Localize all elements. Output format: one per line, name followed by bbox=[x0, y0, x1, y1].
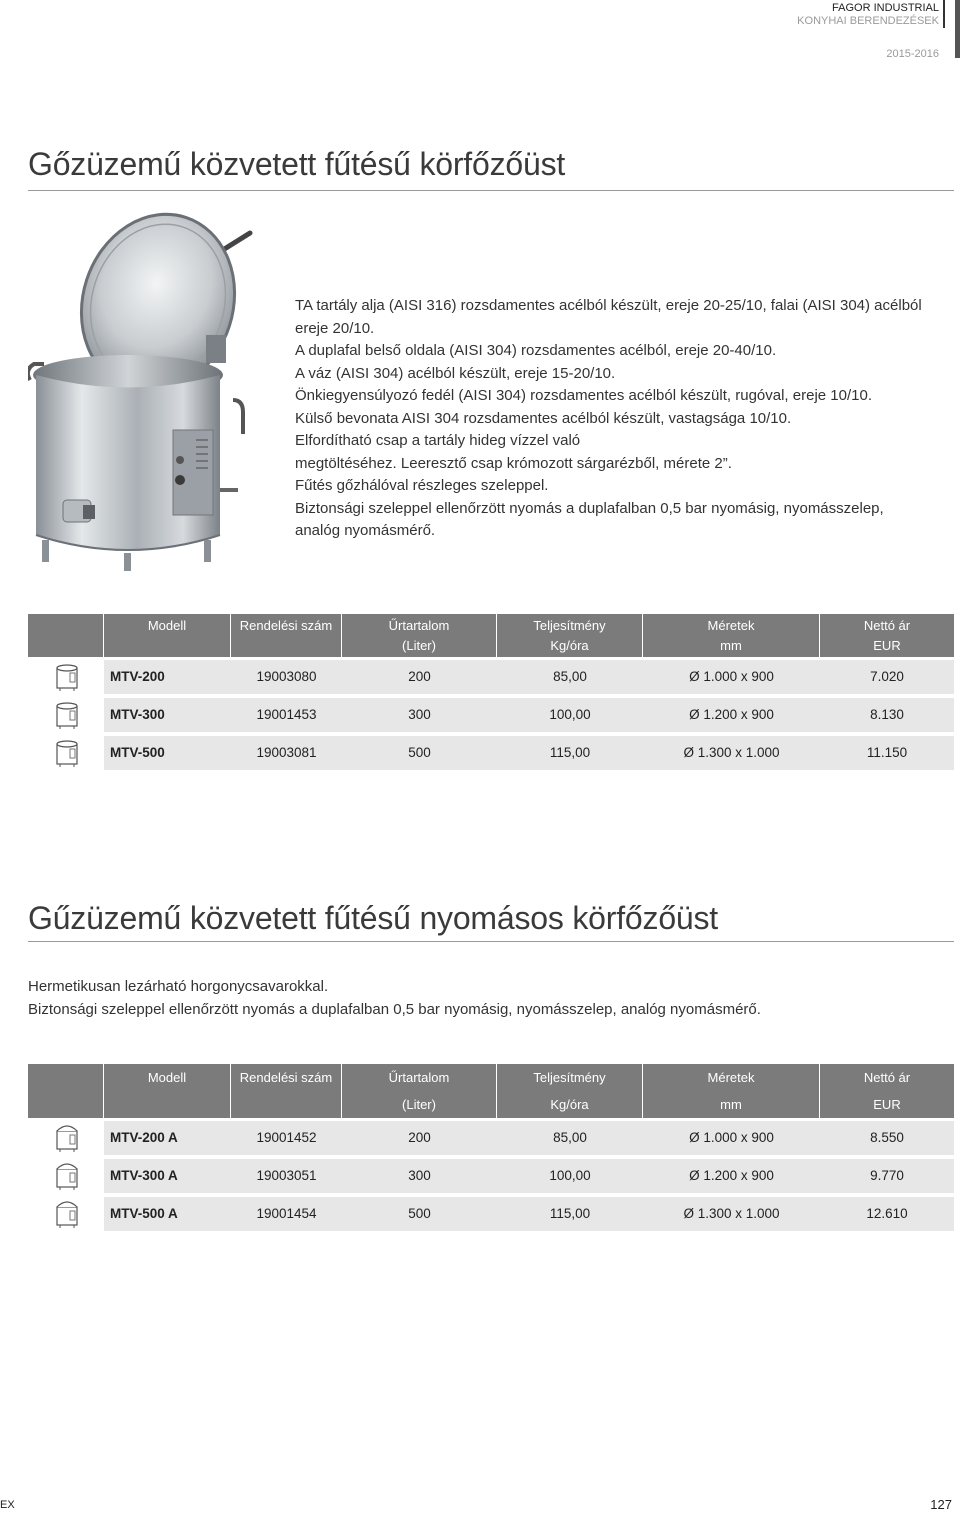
cell-capacity: 500 bbox=[408, 1206, 431, 1221]
cell-output: 85,00 bbox=[553, 669, 587, 684]
cell-order-number: 19001452 bbox=[256, 1130, 317, 1145]
cell-dimensions: Ø 1.200 x 900 bbox=[689, 707, 774, 722]
table-header bbox=[28, 614, 954, 657]
cell-capacity: 200 bbox=[408, 669, 431, 684]
edge-tab bbox=[955, 0, 960, 58]
table-row bbox=[28, 1194, 954, 1232]
cell-output: 100,00 bbox=[549, 1168, 591, 1183]
section2-title: Gűzüzemű közvetett fűtésű nyomásos körfőzőüst bbox=[28, 900, 719, 936]
pressure-kettle-icon bbox=[54, 1159, 80, 1191]
header-dimensions: Méretek mm bbox=[643, 614, 820, 657]
intro-line: Hermetikusan lezárható horgonycsavarokkal. bbox=[28, 978, 329, 995]
header-price: Nettó ár EUR bbox=[863, 618, 911, 653]
brand-name: FAGOR INDUSTRIAL bbox=[832, 2, 939, 14]
brand-divider bbox=[943, 0, 945, 28]
cell-price: 8.130 bbox=[870, 707, 904, 722]
cell-price: 7.020 bbox=[870, 669, 904, 684]
feature-line: ereje 20/10. bbox=[295, 319, 375, 337]
cell-model: MTV-500 bbox=[110, 745, 165, 760]
section1-price-table bbox=[28, 614, 954, 771]
kettle-icon bbox=[54, 660, 80, 692]
cell-output: 85,00 bbox=[553, 1130, 587, 1145]
feature-line: Fűtés gőzhálóval részleges szeleppel. bbox=[295, 477, 549, 494]
cell-order-number: 19003080 bbox=[256, 669, 317, 684]
pressure-kettle-icon bbox=[54, 1121, 80, 1153]
feature-line: megtöltéséhez. Leeresztő csap krómozott sárgarézből, mérete 2”. bbox=[295, 454, 732, 472]
cell-capacity: 200 bbox=[408, 1130, 431, 1145]
kettle-product-image bbox=[28, 205, 268, 575]
cell-price: 12.610 bbox=[866, 1206, 908, 1221]
header-model: Modell bbox=[104, 1064, 231, 1118]
feature-line: Külső bevonata AISI 304 rozsdamentes acélból készült, vastagsága 10/10. bbox=[295, 409, 792, 427]
cell-output: 115,00 bbox=[549, 745, 591, 760]
pressure-kettle-icon bbox=[54, 1197, 80, 1229]
cell-price: 11.150 bbox=[866, 745, 908, 760]
intro-line: Biztonsági szeleppel ellenőrzött nyomás a duplafalban 0,5 bar nyomásig, nyomásszelep, analóg nyomásmérő. bbox=[28, 1001, 761, 1018]
section1-title-rule bbox=[28, 190, 954, 191]
table-header bbox=[28, 1064, 954, 1118]
section2-price-table bbox=[28, 1064, 954, 1232]
kettle-icon bbox=[54, 698, 80, 730]
feature-line: TA tartály alja (AISI 316) rozsdamentes acélból készült, ereje 20-25/10, falai (AISI 304) acélból bbox=[295, 297, 922, 314]
feature-line: Biztonsági szeleppel ellenőrzött nyomás a duplafalban 0,5 bar nyomásig, nyomásszelep, bbox=[295, 499, 884, 517]
feature-line: Önkiegyensúlyozó fedél (AISI 304) rozsdamentes acélból készült, rugóval, ereje 10/10. bbox=[295, 387, 872, 404]
cell-capacity: 300 bbox=[408, 707, 431, 722]
header-capacity: Űrtartalom (Liter) bbox=[342, 1064, 497, 1118]
header-order-number: Rendelési szám bbox=[231, 1064, 342, 1118]
cell-order-number: 19003051 bbox=[256, 1168, 317, 1183]
table-row bbox=[28, 1156, 954, 1194]
section2-intro bbox=[28, 975, 928, 1021]
table-row bbox=[28, 695, 954, 733]
header-capacity: Űrtartalom (Liter) bbox=[342, 614, 497, 657]
cell-model: MTV-300 bbox=[110, 707, 165, 722]
page-number: 127 bbox=[930, 1497, 952, 1512]
cell-order-number: 19003081 bbox=[256, 745, 317, 760]
cell-model: MTV-200 A bbox=[110, 1130, 178, 1145]
cell-dimensions: Ø 1.300 x 1.000 bbox=[683, 745, 780, 760]
cell-model: MTV-200 bbox=[110, 669, 165, 684]
feature-line: A váz (AISI 304) acélból készült, ereje 15-20/10. bbox=[295, 364, 616, 382]
feature-line: analóg nyomásmérő. bbox=[295, 522, 436, 539]
feature-line: Elfordítható csap a tartály hideg vízzel való bbox=[295, 432, 581, 449]
cell-output: 115,00 bbox=[549, 1206, 591, 1221]
cell-price: 8.550 bbox=[870, 1130, 904, 1145]
cell-model: MTV-500 A bbox=[110, 1206, 178, 1221]
cell-model: MTV-300 A bbox=[110, 1168, 178, 1183]
table-row bbox=[28, 733, 954, 771]
cell-order-number: 19001453 bbox=[256, 707, 317, 722]
footer-section-code: EX bbox=[0, 1499, 15, 1511]
cell-dimensions: Ø 1.300 x 1.000 bbox=[683, 1206, 780, 1221]
section1-features bbox=[295, 295, 935, 543]
cell-capacity: 300 bbox=[408, 1168, 431, 1183]
kettle-icon bbox=[54, 736, 80, 768]
header-icon-col bbox=[28, 614, 104, 657]
cell-price: 9.770 bbox=[870, 1168, 904, 1183]
catalog-year: 2015-2016 bbox=[886, 48, 939, 60]
cell-order-number: 19001454 bbox=[256, 1206, 317, 1221]
section2-title-rule bbox=[28, 941, 954, 942]
brand-block bbox=[797, 2, 939, 28]
header-output: Teljesítmény Kg/óra bbox=[497, 614, 643, 657]
header-dimensions: Méretek mm bbox=[643, 1064, 820, 1118]
header-price: Nettó ár EUR bbox=[863, 1070, 911, 1112]
header-model: Modell bbox=[104, 614, 231, 657]
brand-subtitle: KONYHAI BERENDEZÉSEK bbox=[797, 15, 939, 27]
cell-dimensions: Ø 1.000 x 900 bbox=[689, 1130, 774, 1145]
feature-line: A duplafal belső oldala (AISI 304) rozsdamentes acélból, ereje 20-40/10. bbox=[295, 342, 777, 359]
cell-capacity: 500 bbox=[408, 745, 431, 760]
cell-dimensions: Ø 1.000 x 900 bbox=[689, 669, 774, 684]
cell-output: 100,00 bbox=[549, 707, 591, 722]
header-icon-col bbox=[28, 1064, 104, 1118]
cell-dimensions: Ø 1.200 x 900 bbox=[689, 1168, 774, 1183]
header-order-number: Rendelési szám bbox=[231, 614, 342, 657]
table-row bbox=[28, 1118, 954, 1156]
section1-title: Gőzüzemű közvetett fűtésű körfőzőüst bbox=[28, 146, 566, 182]
header-output: Teljesítmény Kg/óra bbox=[497, 1064, 643, 1118]
table-row bbox=[28, 657, 954, 695]
